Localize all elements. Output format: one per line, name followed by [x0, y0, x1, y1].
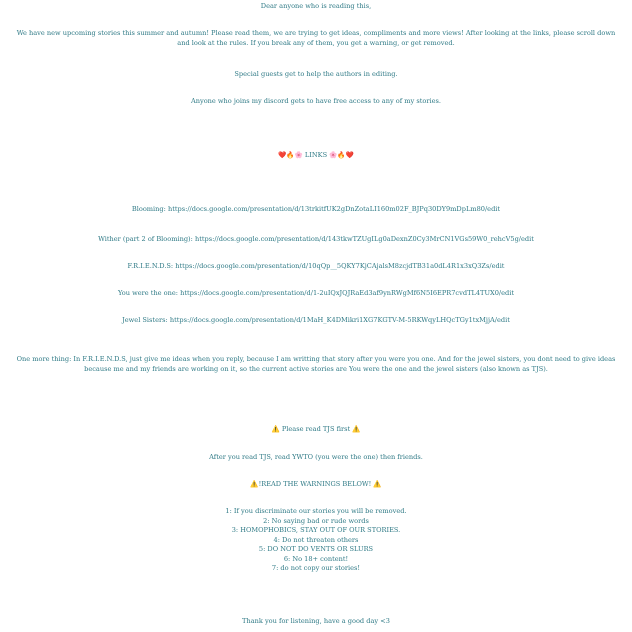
rule-item: 1: If you discriminate our stories you will be removed. — [225, 507, 407, 515]
rule-item: 3: HOMOPHOBICS, STAY OUT OF OUR STORIES. — [231, 526, 401, 535]
link-wither-text[interactable]: Wither (part 2 of Blooming): https://docs.google.com/presentation/d/143tkwTZUgILg0aDexnZ0Cy3MrCN1VGs59W0_rehcV5g/edit — [98, 235, 534, 243]
greeting: Dear anyone who is reading this, — [260, 2, 372, 10]
link-friends-text[interactable]: F.R.I.E.N.D.S: https://docs.google.com/presentation/d/10qQp__5QKY7KjCAjalsM8zcjdTB31a0dL4R1x3xQ3Zs/edit — [127, 262, 505, 270]
link-jewel-sisters[interactable] — [0, 316, 632, 326]
rule-item: 4: Do not threaten others — [273, 535, 359, 544]
warning-icon: ⚠️ — [373, 480, 382, 488]
link-friends[interactable] — [0, 262, 632, 272]
warning-icon: ⚠️ — [271, 425, 280, 433]
links-heading: ❤️🔥🌸 LINKS 🌸🔥❤️ — [278, 151, 354, 159]
rule-item: 2: No saying bad or rude words — [263, 516, 369, 525]
warnings-heading-text: !READ THE WARNINGS BELOW! — [258, 480, 374, 488]
special-guests-note: Special guests get to help the authors in editing. — [234, 70, 398, 78]
intro-paragraph: We have new upcoming stories this summer and autumn! Please read them, we are trying to get ideas, compliments and more views! After looking at the links, please scroll down and look at the rules. If you break any of them, you get a warning, or get removed. — [16, 29, 616, 47]
link-you-were-the-one[interactable] — [0, 289, 632, 299]
one-more-thing-paragraph: One more thing: In F.R.I.E.N.D.S, just give me ideas when you reply, because I am writting that story after you were you one. And for the jewel sisters, you dont need to give ideas because me and my friends are working on it, so the current active stories are You were the one and the jewel sisters (also known as TJS). — [16, 355, 616, 373]
warning-icon: ⚠️ — [250, 480, 259, 488]
closing-line: Thank you for listening, have a good day <3 — [242, 617, 390, 625]
link-jewel-sisters-text[interactable]: Jewel Sisters: https://docs.google.com/presentation/d/1MaH_K4DMikri1XG7KGTV-M-5RKWqyLHQcTGy1txMjjA/edit — [122, 316, 510, 324]
warning-icon: ⚠️ — [352, 425, 361, 433]
link-wither[interactable] — [0, 235, 632, 245]
rule-item: 7: do not copy our stories! — [271, 564, 361, 573]
read-tjs-first — [0, 425, 632, 435]
warnings-heading — [0, 480, 632, 490]
link-you-were-the-one-text[interactable]: You were the one: https://docs.google.com/presentation/d/1-2uIQxJQJRaEd3af9ynRWgMf6N5I6EPR7cvdTL4TUX0/edit — [118, 289, 514, 297]
discord-note: Anyone who joins my discord gets to have free access to any of my stories. — [190, 97, 442, 105]
reading-order-note: After you read TJS, read YWTO (you were the one) then friends. — [209, 453, 423, 461]
read-tjs-text: Please read TJS first — [279, 425, 353, 433]
rule-item: 6: No 18+ content! — [283, 554, 349, 563]
link-blooming[interactable] — [0, 205, 632, 215]
rule-item: 5: DO NOT DO VENTS OR SLURS — [258, 545, 374, 554]
rules-list — [0, 507, 632, 574]
link-blooming-text[interactable]: Blooming: https://docs.google.com/presentation/d/13trkitfUK2gDnZotaLI160m02F_BJPq30DY9mDpLm80/edit — [131, 205, 501, 213]
